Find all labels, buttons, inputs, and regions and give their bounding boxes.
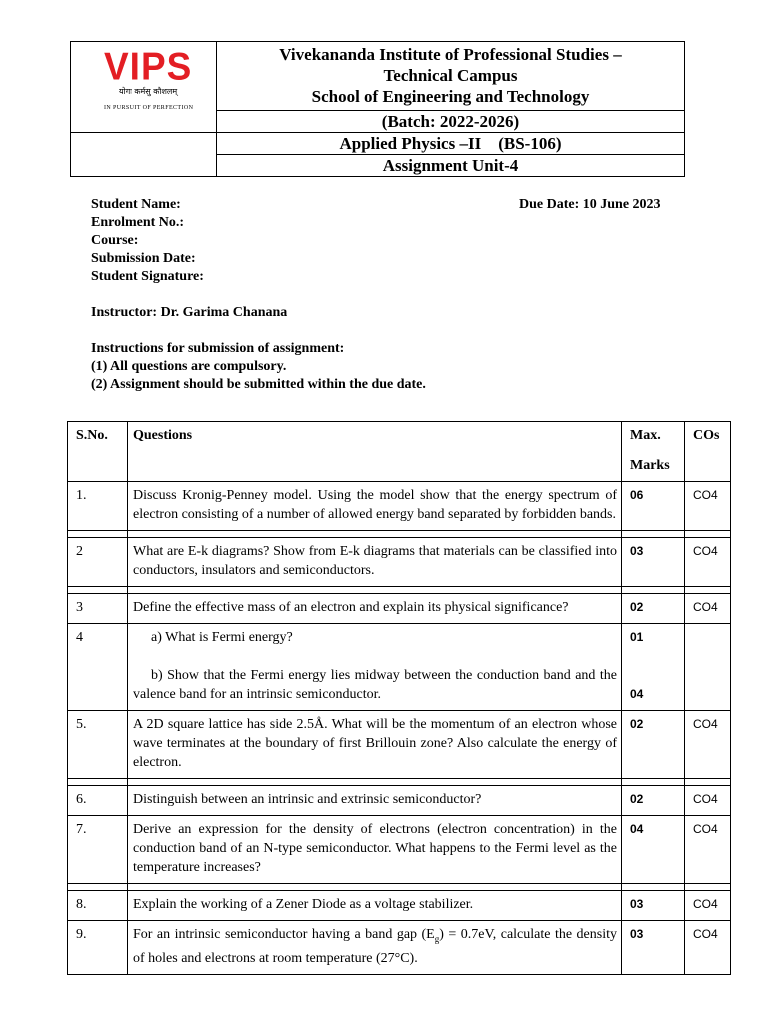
row-number: 7.	[68, 816, 128, 884]
student-name-label: Student Name:	[91, 197, 181, 212]
table-row	[68, 624, 731, 711]
enrolment-label: Enrolment No.:	[91, 215, 185, 230]
question-text: Define the effective mass of an electron and explain its physical significance?	[128, 594, 622, 624]
co-value: CO4	[685, 538, 731, 587]
marks-value: 02	[622, 594, 685, 624]
institute-name: Vivekananda Institute of Professional Studies –	[279, 45, 622, 64]
course-cell: Applied Physics –II (BS-106)	[217, 133, 685, 155]
co-value: CO4	[685, 594, 731, 624]
co-value: CO4	[685, 482, 731, 531]
question-text: What are E-k diagrams? Show from E-k diagrams that materials can be classified into conductors, insulators and semiconductors.	[128, 538, 622, 587]
table-row	[68, 482, 731, 531]
question-text: Derive an expression for the density of electrons (electron concentration) in the conduction band of an N-type semiconductor. What happens to the Fermi level as the temperature increases?	[128, 816, 622, 884]
question-text	[128, 921, 622, 975]
vips-logo	[71, 42, 216, 111]
marks-part-b: 04	[630, 687, 644, 701]
row-number: 3	[68, 594, 128, 624]
row-number: 2	[68, 538, 128, 587]
marks-part-a: 01	[630, 630, 644, 644]
logo-cell-empty	[71, 133, 217, 177]
co-value: CO4	[685, 816, 731, 884]
co-value: CO4	[685, 786, 731, 816]
max-label: Max.	[630, 428, 661, 443]
max-marks-header	[622, 422, 685, 482]
question-text-part: ) = 0.7eV, calculate the density of holes and electrons at room temperature (27°C).	[133, 927, 617, 966]
table-row	[68, 594, 731, 624]
row-gap	[68, 779, 731, 786]
co-value: CO4	[685, 921, 731, 975]
cos-header: COs	[685, 422, 731, 482]
marks-value: 02	[622, 711, 685, 779]
question-text	[128, 624, 622, 711]
question-text: Explain the working of a Zener Diode as a voltage stabilizer.	[128, 891, 622, 921]
assignment-cell: Assignment Unit-4	[217, 155, 685, 177]
course-label: Course:	[91, 233, 139, 248]
institute-title	[217, 42, 685, 111]
row-number: 4	[68, 624, 128, 711]
question-text: Discuss Kronig-Penney model. Using the model show that the energy spectrum of electron consisting of a number of allowed energy band separated by forbidden bands.	[128, 482, 622, 531]
sno-header: S.No.	[68, 422, 128, 482]
marks-value: 02	[622, 786, 685, 816]
instruction-item: (1) All questions are compulsory.	[91, 359, 287, 374]
table-header-row	[68, 422, 731, 482]
due-date: Due Date: 10 June 2023	[519, 197, 661, 212]
campus-name: Technical Campus	[383, 66, 518, 85]
submission-date-label: Submission Date:	[91, 251, 196, 266]
table-row	[68, 711, 731, 779]
table-row	[68, 538, 731, 587]
logo-mark: VIPS	[104, 44, 193, 88]
question-part-b: b) Show that the Fermi energy lies midway between the conduction band and the valence band for an intrinsic semiconductor.	[133, 668, 617, 702]
questions-table	[67, 421, 731, 975]
row-number: 5.	[68, 711, 128, 779]
marks-value: 03	[622, 891, 685, 921]
row-number: 9.	[68, 921, 128, 975]
row-number: 1.	[68, 482, 128, 531]
question-part-a: a) What is Fermi energy?	[151, 630, 293, 645]
instruction-item: (2) Assignment should be submitted within the due date.	[91, 377, 426, 392]
table-row	[68, 786, 731, 816]
row-gap	[68, 531, 731, 538]
co-value	[685, 624, 731, 711]
row-number: 8.	[68, 891, 128, 921]
row-number: 6.	[68, 786, 128, 816]
question-text: Distinguish between an intrinsic and extrinsic semiconductor?	[128, 786, 622, 816]
question-text: A 2D square lattice has side 2.5Å. What will be the momentum of an electron whose wave terminates at the boundary of first Brillouin zone? Also calculate the energy of electron.	[128, 711, 622, 779]
logo-tagline: IN PURSUIT OF PERFECTION	[104, 105, 194, 111]
header-table	[70, 41, 685, 177]
signature-label: Student Signature:	[91, 269, 204, 284]
table-row	[68, 891, 731, 921]
batch-cell: (Batch: 2022-2026)	[217, 111, 685, 133]
question-text-part: For an intrinsic semiconductor having a band gap (E	[133, 927, 435, 942]
marks-label: Marks	[630, 458, 670, 473]
marks-value: 06	[622, 482, 685, 531]
logo-cell	[71, 42, 217, 133]
school-name: School of Engineering and Technology	[311, 87, 590, 106]
marks-value: 04	[622, 816, 685, 884]
table-row	[68, 816, 731, 884]
row-gap	[68, 884, 731, 891]
table-row	[68, 921, 731, 975]
questions-header: Questions	[128, 422, 622, 482]
marks-value: 03	[622, 538, 685, 587]
instructor-name: Instructor: Dr. Garima Chanana	[91, 305, 288, 320]
subscript-g: g	[434, 933, 440, 944]
co-value: CO4	[685, 711, 731, 779]
instructions-heading: Instructions for submission of assignment:	[91, 341, 345, 356]
marks-value	[622, 624, 685, 711]
co-value: CO4	[685, 891, 731, 921]
marks-value: 03	[622, 921, 685, 975]
logo-motto: योगः कर्मसु कौशलम्	[119, 87, 178, 96]
row-gap	[68, 587, 731, 594]
